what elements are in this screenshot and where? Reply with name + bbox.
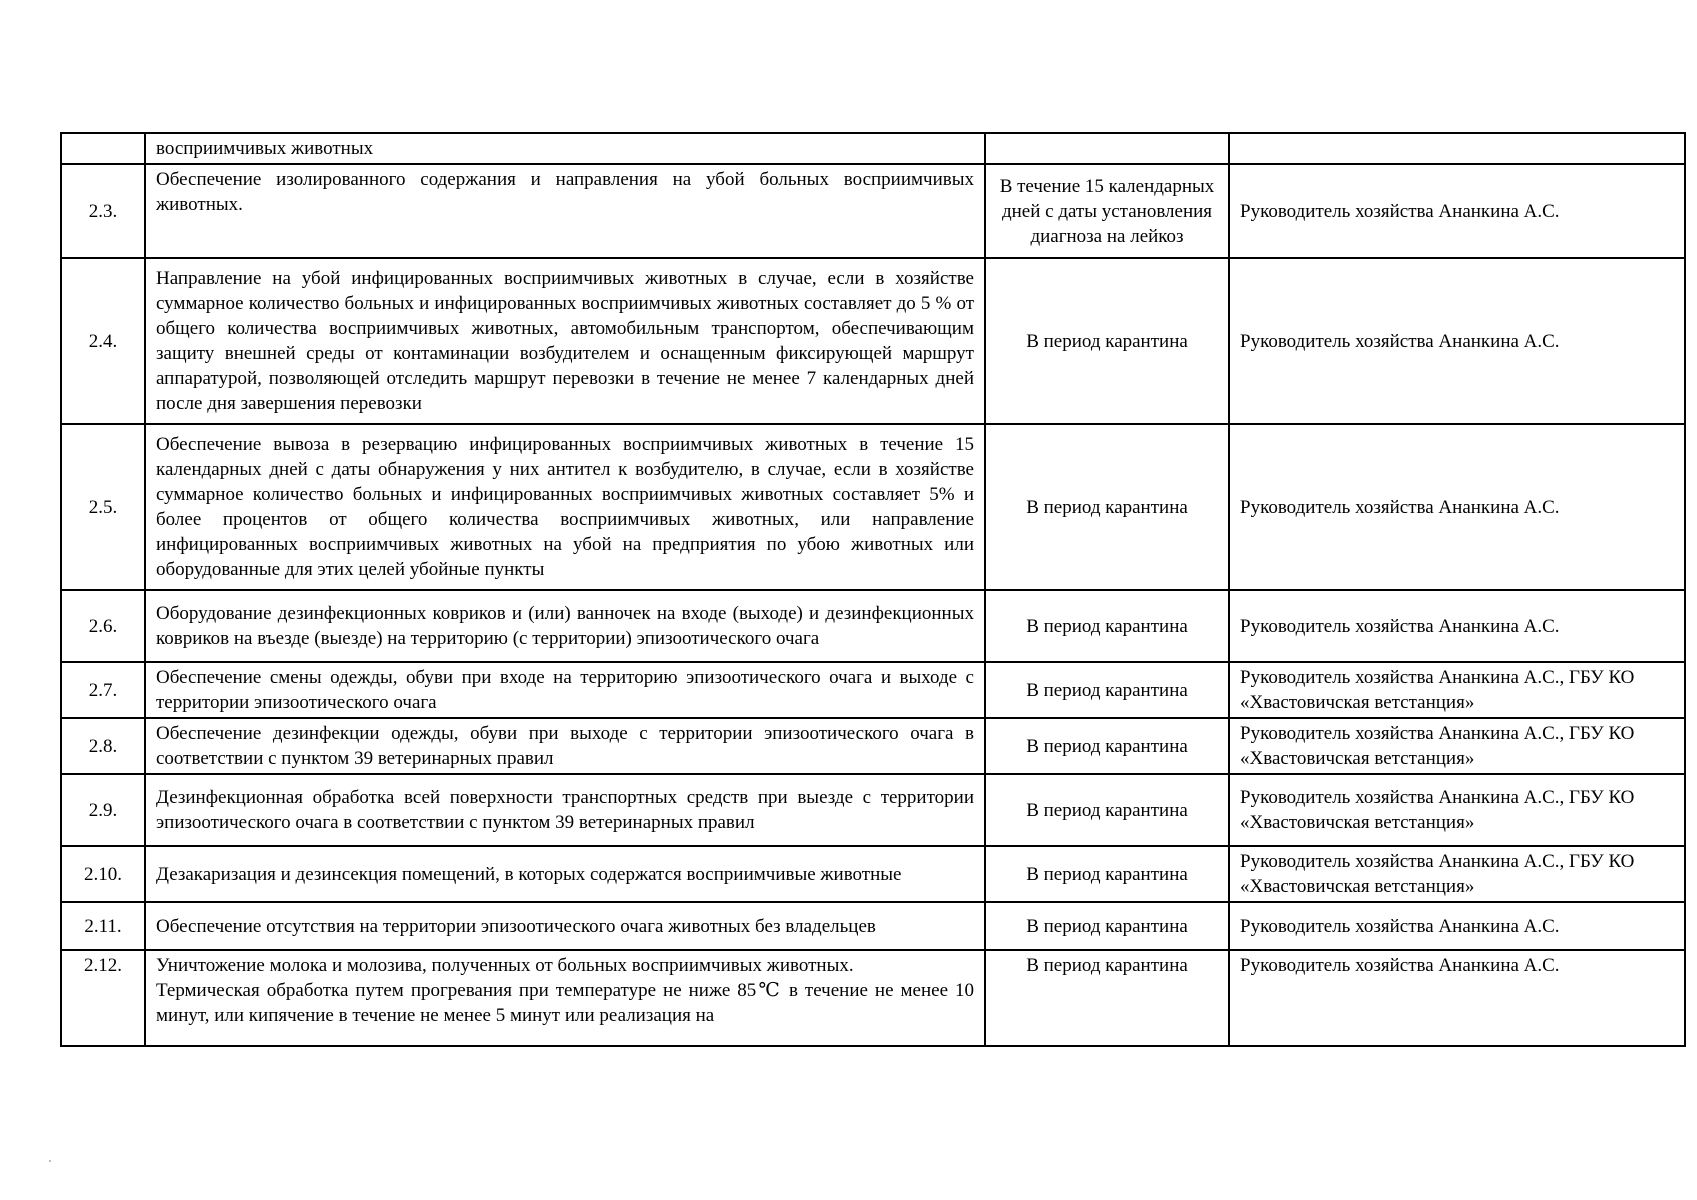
row-measure: Обеспечение вывоза в резервацию инфицированных восприимчивых животных в течение 15 календарных дней с даты обнаружения у них антител к возбудителю, в случае, если в хозяйстве суммарное количество больных и инфицированных восприимчивых животных составляет 5% и более процентов от общего количества восприимчивых животных, или направление инфицированных восприимчивых животных на убой на предприятия по убою животных или оборудованные для этих целей убойные пункты [145,424,985,590]
row-number: 2.9. [61,774,145,846]
table-row [61,662,1685,718]
row-number [61,133,145,164]
row-responsible: Руководитель хозяйства Ананкина А.С., ГБУ КО «Хвастовичская ветстанция» [1229,846,1685,902]
row-number: 2.5. [61,424,145,590]
table-row [61,950,1685,1046]
row-measure: Уничтожение молока и молозива, полученных от больных восприимчивых животных. [156,955,854,976]
row-number: 2.3. [61,164,145,258]
table-row [61,846,1685,902]
row-term: В период карантина [985,902,1229,950]
row-term: В период карантина [985,846,1229,902]
row-responsible: Руководитель хозяйства Ананкина А.С. [1229,950,1685,1046]
row-measure-extra: Термическая обработка путем прогревания при температуре не ниже 85℃ в течение не менее 10 минут, или кипячение в течение не менее 5 минут или реализация на [156,980,974,1026]
row-number: 2.4. [61,258,145,424]
row-number: 2.12. [61,950,145,1046]
table-row [61,590,1685,662]
row-responsible: Руководитель хозяйства Ананкина А.С., ГБУ КО «Хвастовичская ветстанция» [1229,718,1685,774]
row-number: 2.11. [61,902,145,950]
measures-table [60,132,1686,1047]
table-row [61,424,1685,590]
scan-artifact [49,1160,51,1162]
row-term: В период карантина [985,590,1229,662]
row-measure: Дезинфекционная обработка всей поверхности транспортных средств при выезде с территории эпизоотического очага в соответствии с пунктом 39 ветеринарных правил [145,774,985,846]
table-row [61,164,1685,258]
row-number: 2.10. [61,846,145,902]
row-measure: Дезакаризация и дезинсекция помещений, в которых содержатся восприимчивые животные [145,846,985,902]
row-number: 2.7. [61,662,145,718]
table-row [61,718,1685,774]
row-responsible: Руководитель хозяйства Ананкина А.С. [1229,164,1685,258]
table-row [61,258,1685,424]
table-row [61,774,1685,846]
row-term: В период карантина [985,718,1229,774]
table-row [61,133,1685,164]
row-measure: Направление на убой инфицированных восприимчивых животных в случае, если в хозяйстве суммарное количество больных и инфицированных восприимчивых животных составляет до 5 % от общего количества восприимчивых животных, автомобильным транспортом, обеспечивающим защиту внешней среды от контаминации возбудителем и оснащенным фиксирующей маршрут аппаратурой, позволяющей отследить маршрут перевозки в течение не менее 7 календарных дней после дня завершения перевозки [145,258,985,424]
row-term: В период карантина [985,258,1229,424]
row-responsible [1229,133,1685,164]
row-measure: Обеспечение изолированного содержания и направления на убой больных восприимчивых животных. [145,164,985,258]
row-term: В период карантина [985,774,1229,846]
row-responsible: Руководитель хозяйства Ананкина А.С., ГБУ КО «Хвастовичская ветстанция» [1229,774,1685,846]
row-measure: Обеспечение смены одежды, обуви при входе на территорию эпизоотического очага и выходе с территории эпизоотического очага [145,662,985,718]
row-responsible: Руководитель хозяйства Ананкина А.С., ГБУ КО «Хвастовичская ветстанция» [1229,662,1685,718]
row-term [985,133,1229,164]
row-responsible: Руководитель хозяйства Ананкина А.С. [1229,424,1685,590]
row-term: В период карантина [985,950,1229,1046]
row-number: 2.8. [61,718,145,774]
row-responsible: Руководитель хозяйства Ананкина А.С. [1229,902,1685,950]
row-measure: Обеспечение дезинфекции одежды, обуви при выходе с территории эпизоотического очага в соответствии с пунктом 39 ветеринарных правил [145,718,985,774]
row-number: 2.6. [61,590,145,662]
row-measure: восприимчивых животных [145,133,985,164]
row-term: В период карантина [985,662,1229,718]
row-term: В период карантина [985,424,1229,590]
row-responsible: Руководитель хозяйства Ананкина А.С. [1229,258,1685,424]
row-measure-cell [145,950,985,1046]
row-responsible: Руководитель хозяйства Ананкина А.С. [1229,590,1685,662]
table-row [61,902,1685,950]
row-measure: Обеспечение отсутствия на территории эпизоотического очага животных без владельцев [145,902,985,950]
row-term: В течение 15 календарных дней с даты установления диагноза на лейкоз [985,164,1229,258]
row-measure: Оборудование дезинфекционных ковриков и (или) ванночек на входе (выходе) и дезинфекционных ковриков на въезде (выезде) на территорию (с территории) эпизоотического очага [145,590,985,662]
